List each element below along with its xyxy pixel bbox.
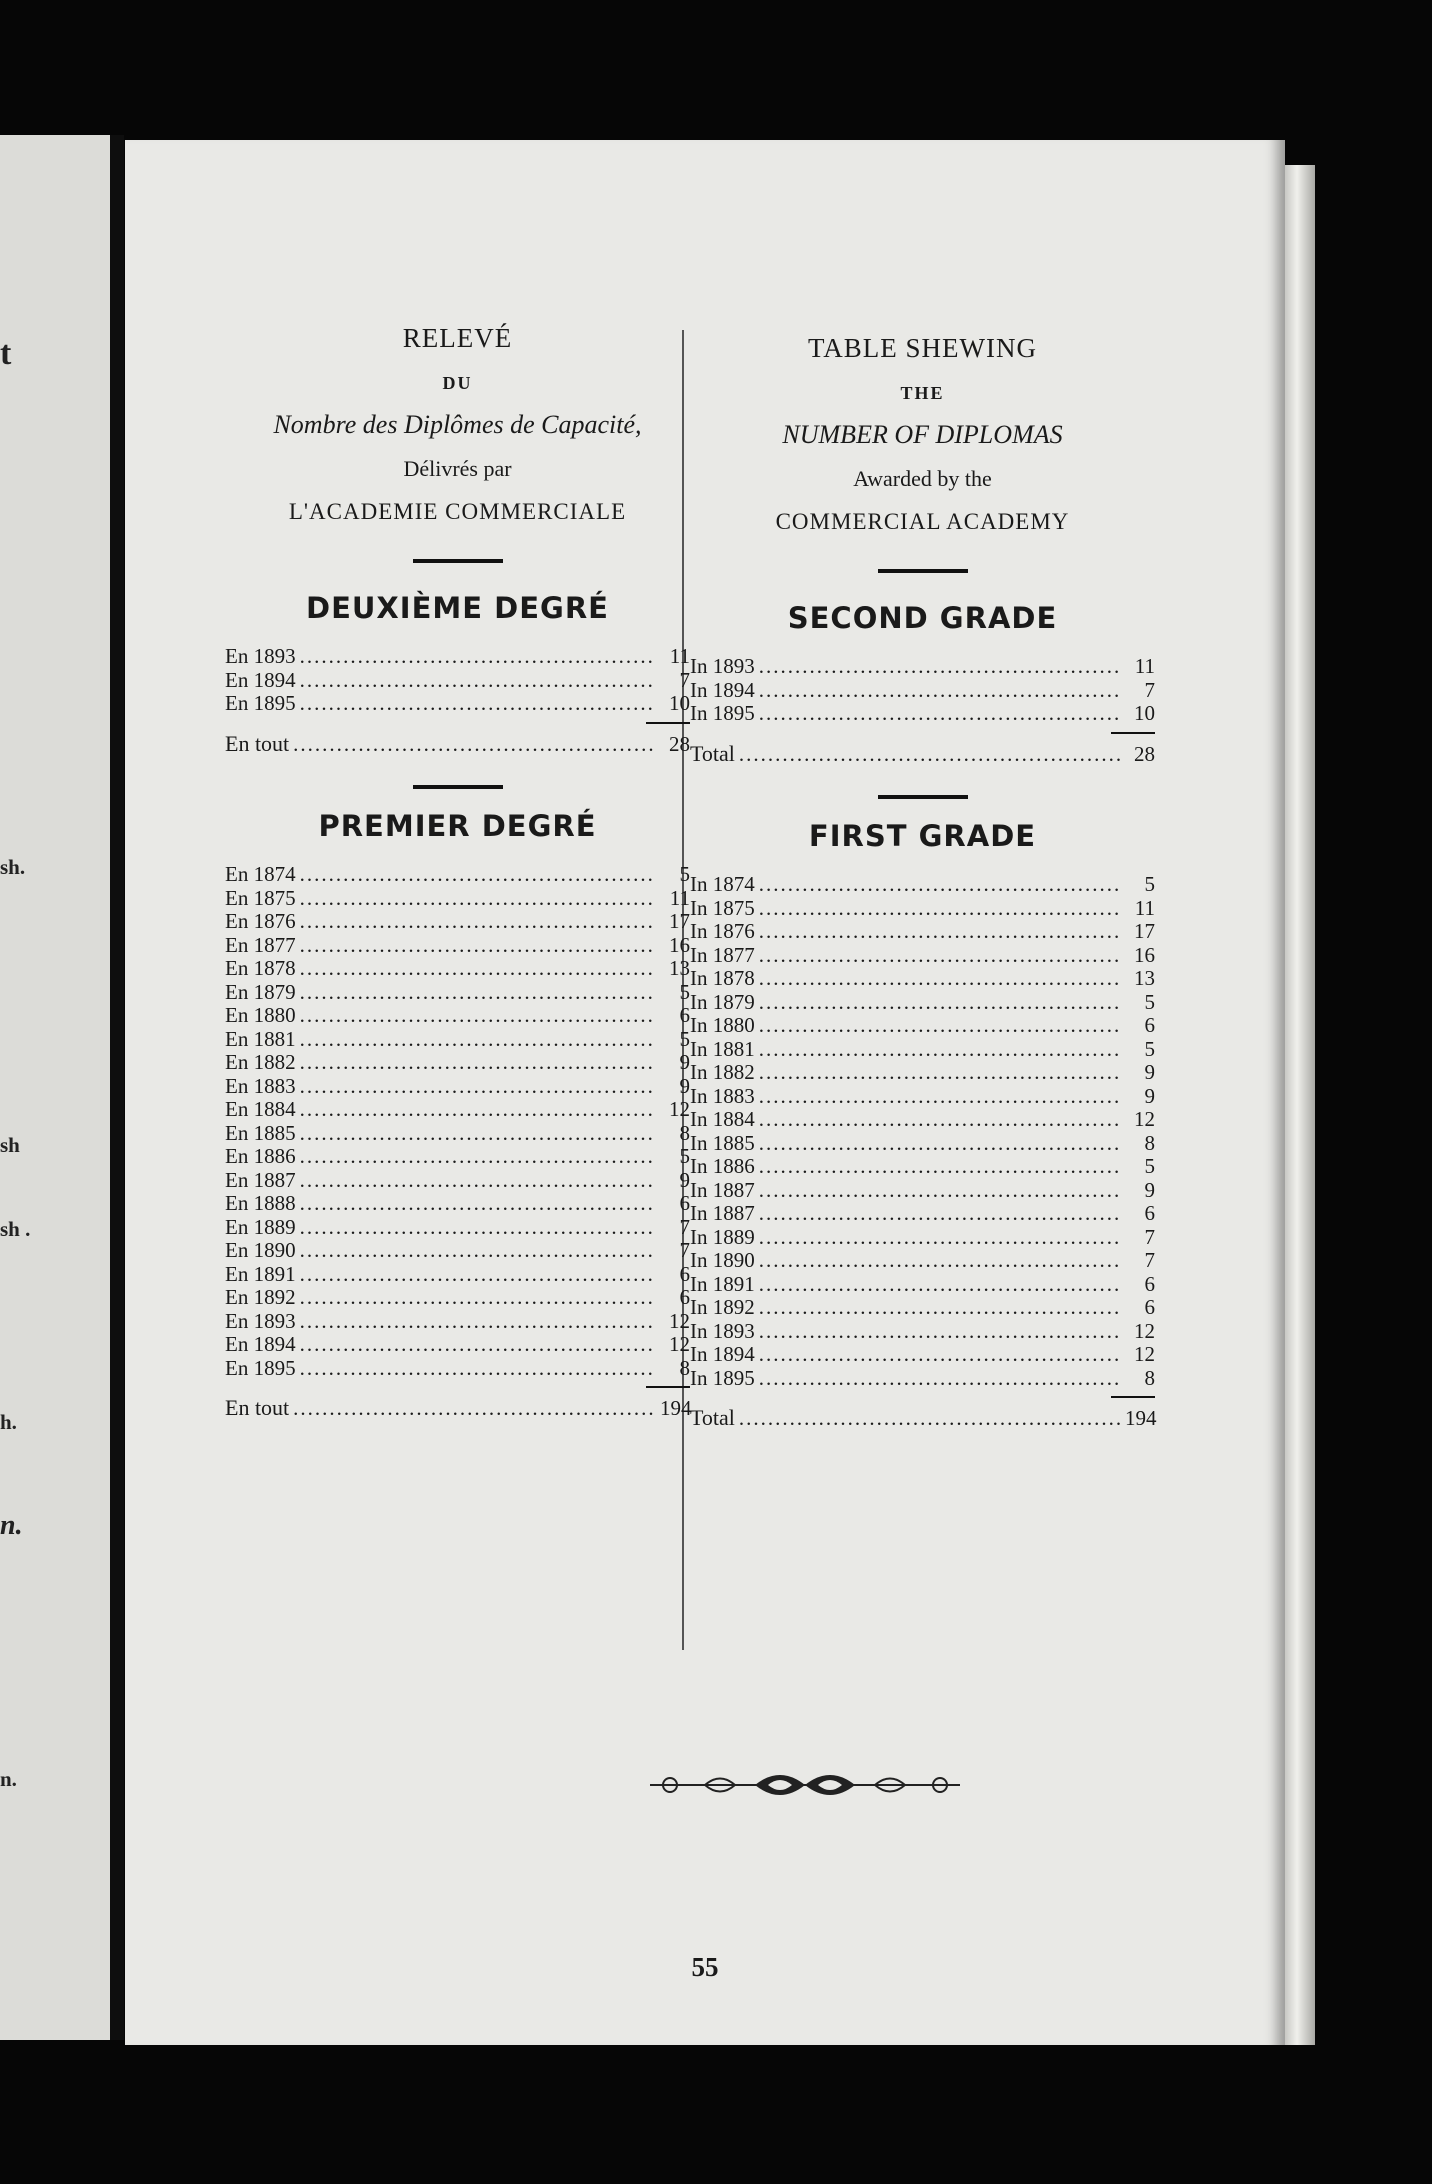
- table-row: [690, 944, 1155, 968]
- table-row: [690, 1202, 1155, 1226]
- row-count: 6: [1144, 1295, 1155, 1319]
- row-count: 12: [669, 1332, 690, 1356]
- french-academy: L'ACADEMIE COMMERCIALE: [288, 499, 627, 524]
- table-row: [690, 1179, 1155, 1203]
- total-row: Total ..... 194: [690, 1406, 1155, 1430]
- table-row: [690, 1085, 1155, 1109]
- facing-page-fragment: sh.: [0, 855, 26, 879]
- row-count: 9: [679, 1073, 690, 1098]
- page-edge-shadow: [1285, 165, 1315, 2045]
- english-first-grade-heading: FIRST GRADE: [808, 819, 1037, 853]
- row-year: En 1879: [225, 979, 296, 1004]
- sum-rule: [646, 722, 690, 724]
- row-year: En 1895: [225, 1355, 296, 1380]
- row-count: 16: [1134, 942, 1155, 967]
- row-year: En 1886: [225, 1144, 296, 1168]
- row-year: In 1894: [690, 1342, 755, 1366]
- facing-page-fragment: h.: [0, 1410, 17, 1434]
- row-count: 9: [1144, 1177, 1155, 1202]
- row-count: 5: [679, 1026, 690, 1051]
- table-row: [690, 1320, 1155, 1344]
- row-count: 8: [1144, 1130, 1155, 1155]
- row-count: 5: [1144, 872, 1155, 896]
- row-count: 7: [679, 1238, 690, 1262]
- row-year: En 1882: [225, 1050, 296, 1074]
- row-year: In 1885: [690, 1130, 755, 1155]
- row-year: In 1886: [690, 1154, 755, 1178]
- row-year: In 1879: [690, 989, 755, 1014]
- row-year: En 1883: [225, 1073, 296, 1098]
- row-year: En 1876: [225, 909, 296, 933]
- french-second-grade-heading: DEUXIÈME DEGRÉ: [306, 591, 609, 625]
- table-row: En 1893 ..... 11: [225, 645, 690, 669]
- row-count: 13: [669, 956, 690, 980]
- row-count: 6: [679, 1261, 690, 1286]
- table-row: [690, 1132, 1155, 1156]
- row-count: 7: [1144, 1224, 1155, 1249]
- table-row: [690, 1061, 1155, 1085]
- row-year: En 1892: [225, 1285, 296, 1309]
- row-count: 6: [679, 1191, 690, 1215]
- english-column: [690, 140, 1155, 1430]
- table-row: [225, 1263, 690, 1287]
- sum-rule: [1111, 1396, 1155, 1398]
- row-count: 17: [669, 909, 690, 933]
- row-count: 5: [1144, 989, 1155, 1014]
- table-row: [225, 1216, 690, 1240]
- row-count: 12: [1134, 1342, 1155, 1366]
- row-year: In 1880: [690, 1013, 755, 1037]
- table-row: [225, 1333, 690, 1357]
- row-year: En 1889: [225, 1214, 296, 1239]
- row-count: 9: [679, 1167, 690, 1192]
- row-count: 8: [1144, 1365, 1155, 1390]
- row-year: In 1895: [690, 1365, 755, 1390]
- english-second-grade-heading: SECOND GRADE: [787, 601, 1058, 635]
- row-year: In 1890: [690, 1248, 755, 1272]
- row-year: In 1891: [690, 1271, 755, 1296]
- row-count: 6: [1144, 1201, 1155, 1225]
- facing-page-fragment: n.: [0, 1767, 17, 1791]
- row-count: 8: [679, 1355, 690, 1380]
- row-year: En 1894: [225, 1332, 296, 1356]
- english-academy: COMMERCIAL ACADEMY: [775, 509, 1070, 534]
- row-count: 9: [1144, 1060, 1155, 1084]
- table-row: [225, 1075, 690, 1099]
- table-row: In 1894 ..... 7: [690, 679, 1155, 703]
- row-count: 5: [1144, 1154, 1155, 1178]
- row-year: In 1883: [690, 1083, 755, 1108]
- row-year: In 1892: [690, 1295, 755, 1319]
- table-row: [225, 1051, 690, 1075]
- row-count: 7: [679, 1214, 690, 1239]
- row-year: En 1884: [225, 1097, 296, 1121]
- row-year: En 1878: [225, 956, 296, 980]
- table-row: [690, 967, 1155, 991]
- row-count: 17: [1134, 919, 1155, 943]
- table-row: [225, 1145, 690, 1169]
- english-title: TABLE SHEWING: [807, 333, 1038, 363]
- table-row: [690, 1343, 1155, 1367]
- table-row: En 1895 ..... 10: [225, 692, 690, 716]
- row-year: In 1874: [690, 872, 755, 896]
- total-row: En tout ..... 194: [225, 1396, 690, 1420]
- table-row: [225, 1192, 690, 1216]
- table-row: [690, 1273, 1155, 1297]
- table-row: [225, 887, 690, 911]
- row-year: In 1878: [690, 966, 755, 990]
- table-row: [690, 920, 1155, 944]
- row-count: 16: [669, 932, 690, 957]
- document-page: [125, 140, 1285, 2045]
- facing-page-fragment: sh: [0, 1133, 20, 1157]
- table-row: [690, 1367, 1155, 1391]
- row-count: 5: [679, 1144, 690, 1168]
- table-row: [690, 897, 1155, 921]
- french-delivered: Délivrés par: [403, 456, 512, 481]
- row-year: En 1887: [225, 1167, 296, 1192]
- table-row: [225, 957, 690, 981]
- row-year: In 1889: [690, 1224, 755, 1249]
- table-row: [690, 1296, 1155, 1320]
- row-count: 5: [1144, 1036, 1155, 1061]
- table-row: [225, 1357, 690, 1381]
- table-row: [225, 1004, 690, 1028]
- facing-page-fragment: n.: [0, 1510, 23, 1541]
- table-row: En 1894 ..... 7: [225, 669, 690, 693]
- row-year: In 1884: [690, 1107, 755, 1131]
- total-row: Total ..... 28: [690, 742, 1155, 766]
- section-rule: [413, 785, 503, 789]
- table-row: [690, 1108, 1155, 1132]
- table-row: [225, 1286, 690, 1310]
- row-count: 8: [679, 1120, 690, 1145]
- row-count: 6: [1144, 1013, 1155, 1037]
- row-year: En 1890: [225, 1238, 296, 1262]
- row-year: In 1875: [690, 895, 755, 920]
- row-count: 12: [669, 1097, 690, 1121]
- english-awarded: Awarded by the: [853, 466, 992, 491]
- table-row: [225, 1310, 690, 1334]
- english-subtitle: NUMBER OF DIPLOMAS: [782, 420, 1063, 449]
- row-count: 6: [679, 1003, 690, 1027]
- english-second-grade-table: [690, 655, 1155, 765]
- table-row: [690, 1038, 1155, 1062]
- section-rule: [878, 569, 968, 573]
- table-row: [690, 1226, 1155, 1250]
- row-year: In 1882: [690, 1060, 755, 1084]
- row-count: 9: [1144, 1083, 1155, 1108]
- table-row: [690, 991, 1155, 1015]
- row-year: En 1881: [225, 1026, 296, 1051]
- row-year: En 1880: [225, 1003, 296, 1027]
- table-row: [225, 910, 690, 934]
- table-row: [225, 1028, 690, 1052]
- french-second-grade-table: [225, 645, 690, 755]
- row-year: In 1881: [690, 1036, 755, 1061]
- row-year: En 1875: [225, 885, 296, 910]
- table-row: [690, 1014, 1155, 1038]
- table-row: [225, 981, 690, 1005]
- row-year: In 1893: [690, 1318, 755, 1343]
- table-row: [225, 1239, 690, 1263]
- row-count: 12: [669, 1308, 690, 1333]
- row-count: 9: [679, 1050, 690, 1074]
- page-number: 55: [691, 1952, 719, 1982]
- row-year: In 1876: [690, 919, 755, 943]
- french-first-grade-heading: PREMIER DEGRÉ: [318, 809, 597, 843]
- row-year: En 1877: [225, 932, 296, 957]
- english-the: THE: [900, 383, 945, 403]
- row-year: In 1887: [690, 1201, 755, 1225]
- row-count: 6: [679, 1285, 690, 1309]
- facing-page-edge: [0, 135, 124, 2040]
- french-column: [225, 140, 690, 1420]
- section-rule: [878, 795, 968, 799]
- section-rule: [413, 559, 503, 563]
- table-row: In 1893 ..... 11: [690, 655, 1155, 679]
- table-row: [225, 1122, 690, 1146]
- table-row: [690, 1155, 1155, 1179]
- row-count: 12: [1134, 1318, 1155, 1343]
- total-row: En tout ..... 28: [225, 732, 690, 756]
- table-row: In 1895 ..... 10: [690, 702, 1155, 726]
- row-year: En 1888: [225, 1191, 296, 1215]
- table-row: [225, 1169, 690, 1193]
- row-year: En 1885: [225, 1120, 296, 1145]
- sum-rule: [1111, 732, 1155, 734]
- english-first-grade-table: [690, 873, 1155, 1430]
- row-year: In 1877: [690, 942, 755, 967]
- table-row: [225, 934, 690, 958]
- french-first-grade-table: [225, 863, 690, 1420]
- row-count: 11: [1134, 895, 1155, 920]
- table-row: [690, 873, 1155, 897]
- sum-rule: [646, 1386, 690, 1388]
- row-year: En 1874: [225, 862, 296, 886]
- row-count: 5: [679, 979, 690, 1004]
- french-subtitle: Nombre des Diplômes de Capacité,: [273, 410, 642, 439]
- table-row: [225, 1098, 690, 1122]
- row-count: 12: [1134, 1107, 1155, 1131]
- row-count: 11: [669, 885, 690, 910]
- french-title: RELEVÉ: [402, 323, 513, 353]
- french-du: DU: [442, 373, 473, 393]
- table-row: [225, 863, 690, 887]
- row-count: 13: [1134, 966, 1155, 990]
- facing-page-fragment: t: [0, 335, 12, 372]
- row-count: 6: [1144, 1271, 1155, 1296]
- row-count: 7: [1144, 1248, 1155, 1272]
- row-count: 5: [679, 862, 690, 886]
- table-row: [690, 1249, 1155, 1273]
- row-year: In 1887: [690, 1177, 755, 1202]
- ornament-divider: [645, 1760, 965, 1810]
- row-year: En 1891: [225, 1261, 296, 1286]
- facing-page-fragment: sh .: [0, 1217, 31, 1241]
- row-year: En 1893: [225, 1308, 296, 1333]
